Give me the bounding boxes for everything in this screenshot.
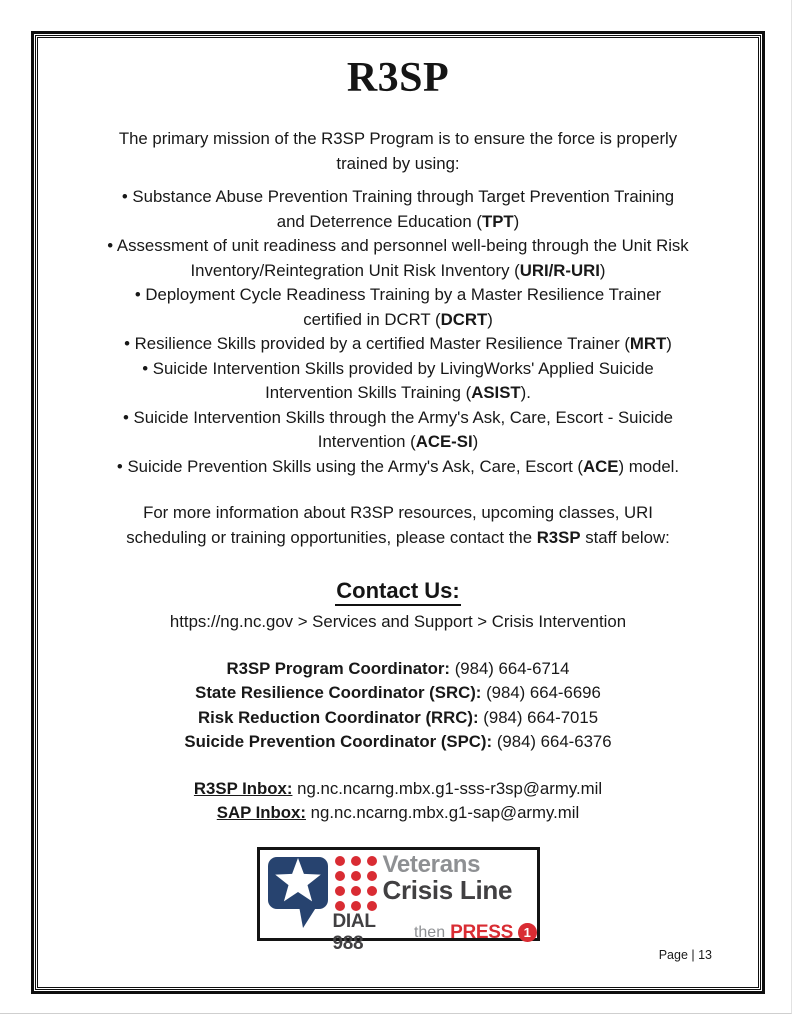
page-border-frame [31, 31, 765, 994]
phone-contact-row [69, 730, 727, 755]
phone-contact-list [69, 657, 727, 755]
inbox-label: R3SP Inbox: [193, 778, 293, 798]
contact-us-heading [69, 576, 727, 606]
bullet-item-line: • Resilience Skills provided by a certified Master Resilience Trainer (MRT) [124, 334, 672, 353]
crisis-line-brand [383, 852, 513, 904]
dial-press-text: PRESS [450, 921, 514, 943]
bullet-item-line: Intervention (ACE-SI) [317, 432, 479, 451]
phone-number: (984) 664-6376 [496, 732, 612, 751]
phone-label: R3SP Program Coordinator: [226, 658, 450, 678]
bullet-item-line: Intervention Skills Training (ASIST). [265, 383, 531, 402]
inbox-label: SAP Inbox: [216, 803, 306, 822]
contact-us-heading-text: Contact Us: [335, 578, 460, 606]
speech-bubble-star-icon [267, 856, 331, 932]
bullet-item-line: certified in DCRT (DCRT) [303, 309, 493, 329]
page-number: Page | 13 [658, 948, 712, 962]
more-info-line: scheduling or training opportunities, please contact the R3SP staff below: [126, 527, 670, 547]
training-bullet-list [69, 185, 727, 479]
phone-number: (984) 664-7015 [483, 707, 599, 727]
dots-grid-icon [334, 855, 378, 913]
phone-label: Risk Reduction Coordinator (RRC): [197, 707, 479, 727]
bullet-item-line: • Suicide Intervention Skills provided by LivingWorks' Applied Suicide [142, 358, 654, 378]
brand-line-crisis-line: Crisis Line [382, 874, 513, 905]
mission-line: The primary mission of the R3SP Program is to ensure the force is properly [118, 129, 678, 148]
inbox-row [69, 777, 727, 802]
phone-contact-row [69, 657, 727, 682]
bullet-item-line: • Substance Abuse Prevention Training through Target Prevention Training [121, 187, 675, 206]
bullet-item-line: and Deterrence Education (TPT) [276, 211, 520, 231]
inbox-email: ng.nc.ncarng.mbx.g1-sap@army.mil [310, 803, 580, 822]
inbox-email: ng.nc.ncarng.mbx.g1-sss-r3sp@army.mil [297, 778, 603, 798]
dial-then-text: then [413, 923, 446, 941]
phone-contact-row [69, 681, 727, 706]
veterans-crisis-line-logo [257, 847, 540, 954]
phone-contact-row [69, 706, 727, 731]
bullet-item-line: • Deployment Cycle Readiness Training by a Master Resilience Trainer [134, 285, 662, 304]
page-title: R3SP [346, 55, 450, 101]
phone-number: (984) 664-6714 [454, 658, 570, 678]
brand-line-veterans: Veterans [382, 850, 481, 878]
phone-number: (984) 664-6696 [486, 683, 601, 702]
page-content [41, 41, 755, 984]
dial-988-text: DIAL 988 [332, 910, 376, 954]
dial-instruction [333, 911, 537, 955]
phone-label: Suicide Prevention Coordinator (SPC): [184, 732, 493, 751]
bullet-item-line: • Assessment of unit readiness and personnel well-being through the Unit Risk [107, 236, 689, 255]
inbox-row [69, 801, 727, 826]
more-info-line: For more information about R3SP resources, upcoming classes, URI [143, 503, 653, 522]
phone-label: State Resilience Coordinator (SRC): [195, 683, 482, 702]
press-1-badge-icon: 1 [518, 923, 536, 942]
website-path: https://ng.nc.gov > Services and Support > Crisis Intervention [169, 612, 627, 631]
mission-line: trained by using: [336, 153, 460, 173]
bullet-item-line: • Suicide Intervention Skills through the Army's Ask, Care, Escort - Suicide [122, 407, 674, 427]
email-inbox-list [69, 777, 727, 826]
mission-paragraph [69, 127, 727, 176]
more-info-paragraph [69, 501, 727, 550]
bullet-item-line: Inventory/Reintegration Unit Risk Inventory (URI/R-URI) [190, 260, 606, 280]
bullet-item-line: • Suicide Prevention Skills using the Army's Ask, Care, Escort (ACE) model. [116, 456, 680, 476]
